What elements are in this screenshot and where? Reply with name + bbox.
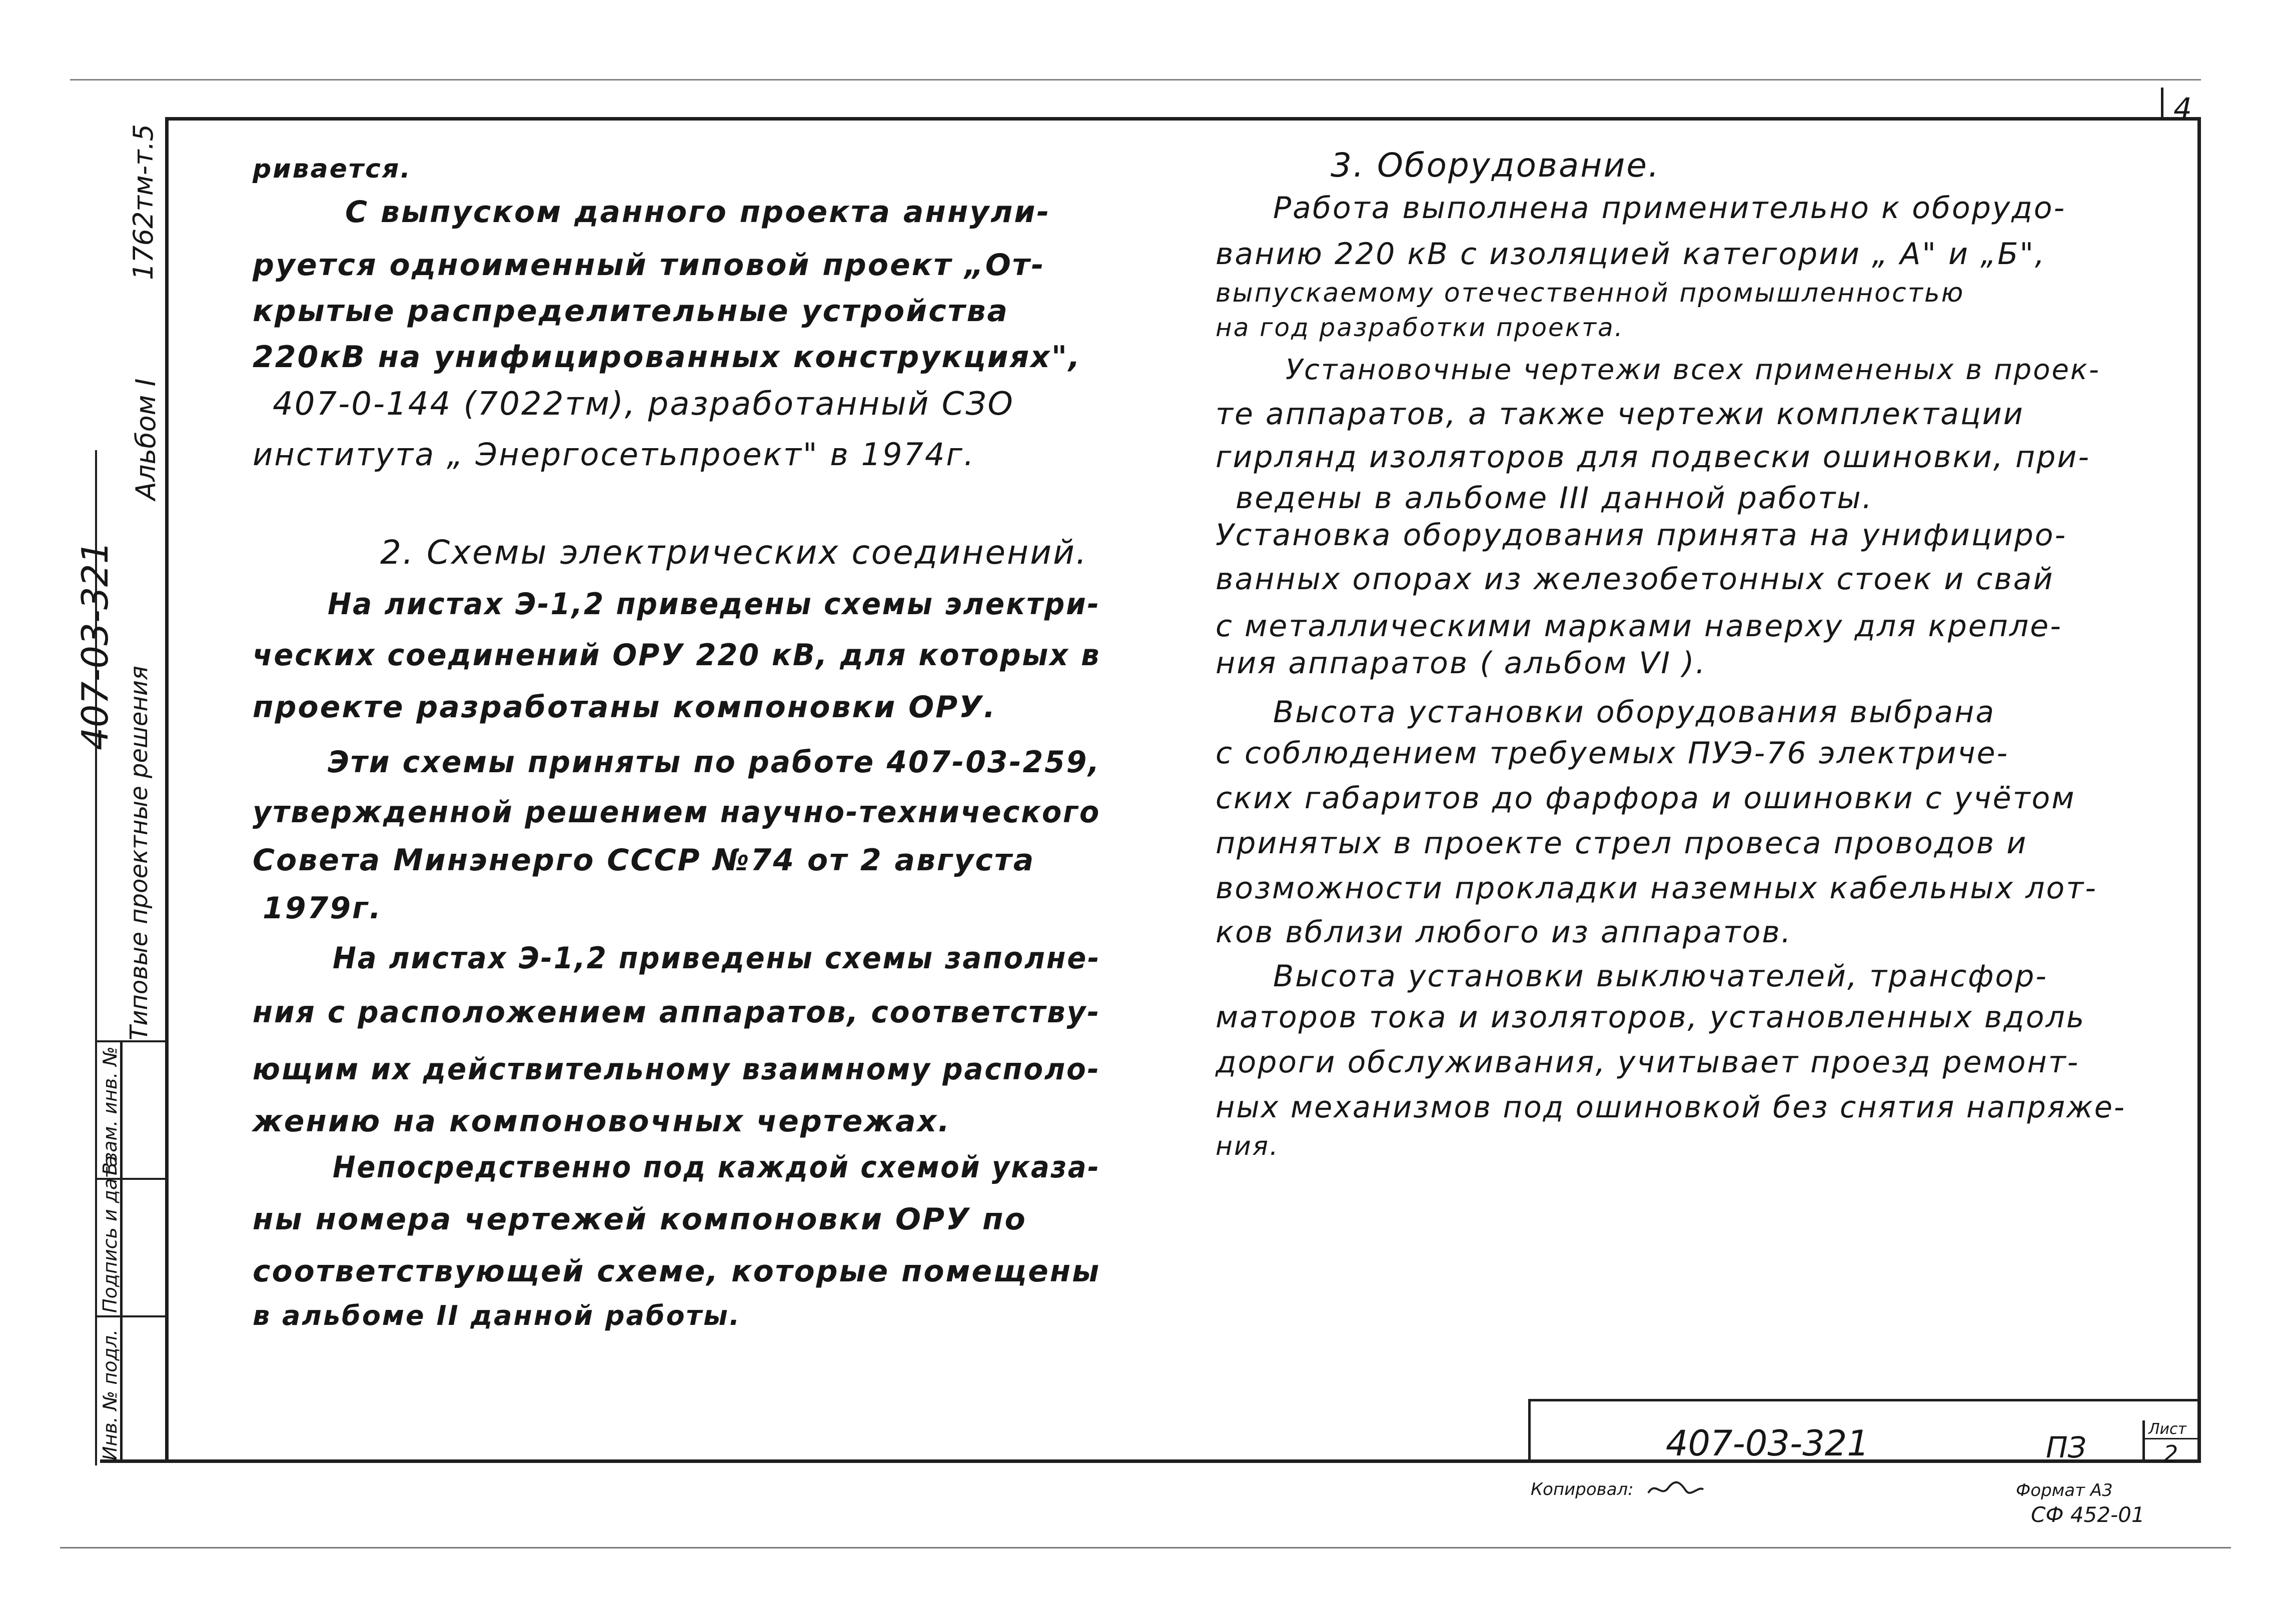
right-line-7: те аппаратов, а также чертежи комплектации <box>1216 397 2024 432</box>
right-line-16: ских габаритов до фарфора и ошиновки с учётом <box>1216 781 2076 816</box>
left-line-13: утвержденной решением научно-технического <box>253 795 1101 830</box>
frame-top-border <box>165 117 2201 121</box>
left-line-3: руется одноименный типовой проект „От- <box>253 248 1045 283</box>
left-line-14: Совета Минэнерго СССР №74 от 2 августа <box>253 843 1035 878</box>
left-line-7: института „ Энергосетьпроект" в 1974г. <box>253 436 975 473</box>
margin-code2: 1762тм-т.5 <box>128 124 159 280</box>
left-line-6: 407-0-144 (7022тм), разработанный СЗО <box>273 386 1014 423</box>
right-line-12: с металлическими марками наверху для крепле- <box>1216 609 2062 644</box>
right-line-11: ванных опорах из железобетонных стоек и свай <box>1216 562 2054 597</box>
left-line-20: Непосредственно под каждой схемой указа- <box>333 1150 1100 1185</box>
right-line-17: принятых в проекте стрел провеса проводов и <box>1216 826 2028 861</box>
left-line-15: 1979г. <box>263 891 383 926</box>
left-line-17: ния с расположением аппаратов, соответству- <box>253 995 1101 1030</box>
right-line-8: гирлянд изоляторов для подвески ошиновки, при- <box>1216 440 2091 475</box>
sheet-label: Лист <box>2148 1420 2187 1438</box>
right-line-2: Работа выполнена применительно к оборудо- <box>1273 191 2066 226</box>
corner-page-number: 4 <box>2173 92 2192 126</box>
title-block-sheet-hline <box>2142 1438 2198 1439</box>
right-line-6: Установочные чертежи всех примененых в проек- <box>1286 354 2100 386</box>
left-line-2: С выпуском данного проекта аннули- <box>345 195 1051 230</box>
left-line-12: Эти схемы приняты по работе 407-03-259, <box>328 745 1101 780</box>
margin-cell-h3 <box>95 1315 168 1317</box>
margin-cell-3: Взам. инв. № <box>99 1046 121 1175</box>
frame-bottom-border <box>100 1459 2201 1463</box>
left-line-4: крытые распределительные устройства <box>253 294 1009 329</box>
title-block-top <box>1530 1399 2200 1401</box>
bottom-edge-line <box>60 1547 2231 1548</box>
right-line-3: ванию 220 кВ с изоляцией категории „ А" и „Б", <box>1216 237 2046 272</box>
title-block-left <box>1528 1399 1531 1461</box>
right-line-4: выпускаемому отечественной промышленностью <box>1216 278 1965 308</box>
frame-right-border <box>2197 117 2201 1462</box>
margin-album: Альбом I <box>130 378 162 500</box>
margin-doc-code: 407-03-321 <box>74 541 116 750</box>
right-line-19: ков вблизи любого из аппаратов. <box>1216 915 1792 950</box>
left-line-9: На листах Э-1,2 приведены схемы электри- <box>328 587 1100 622</box>
left-heading-2: 2. Схемы электрических соединений. <box>380 533 1088 572</box>
reference-code: СФ 452-01 <box>2031 1502 2145 1527</box>
right-line-10: Установка оборудования принята на унифициро- <box>1216 518 2067 553</box>
right-heading-3: 3. Оборудование. <box>1331 146 1660 185</box>
margin-series-title: Типовые проектные решения <box>125 666 153 1040</box>
right-line-20: Высота установки выключателей, трансфор- <box>1273 959 2048 994</box>
left-line-23: в альбоме II данной работы. <box>253 1300 741 1331</box>
frame-left-border <box>165 117 169 1462</box>
right-line-24: ния. <box>1216 1131 1280 1161</box>
title-block-sheet-divider <box>2142 1420 2145 1461</box>
left-line-19: жению на компоновочных чертежах. <box>253 1104 951 1139</box>
right-line-21: маторов тока и изоляторов, установленных вдоль <box>1216 1000 2086 1035</box>
right-line-18: возможности прокладки наземных кабельных лот- <box>1216 871 2097 906</box>
right-line-9: ведены в альбоме III данной работы. <box>1236 481 1873 516</box>
right-line-23: ных механизмов под ошиновкой без снятия напряже- <box>1216 1090 2126 1125</box>
stage: ПЗ <box>2046 1430 2086 1464</box>
left-line-21: ны номера чертежей компоновки ОРУ по <box>253 1202 1027 1237</box>
left-line-10: ческих соединений ОРУ 220 кВ, для которых в <box>253 638 1101 673</box>
left-line-18: ющим их действительному взаимному располо- <box>253 1052 1100 1087</box>
copied-by: Копировал: <box>1531 1479 1634 1499</box>
format-label: Формат А3 <box>2016 1480 2113 1500</box>
right-line-13: ния аппаратов ( альбом VI ). <box>1216 646 1707 681</box>
right-line-5: на год разработки проекта. <box>1216 313 1624 342</box>
top-edge-line <box>70 79 2201 81</box>
sheet-number: 2 <box>2163 1440 2178 1467</box>
left-line-5: 220кВ на унифицированных конструкциях", <box>253 340 1081 375</box>
right-line-22: дороги обслуживания, учитывает проезд ремонт- <box>1216 1045 2080 1080</box>
left-line-16: На листах Э-1,2 приведены схемы заполне- <box>333 941 1101 976</box>
margin-cell-h1 <box>95 1040 168 1042</box>
margin-cell-1: Инв. № подл. <box>99 1329 121 1460</box>
right-line-14: Высота установки оборудования выбрана <box>1273 695 1996 730</box>
designation: 407-03-321 <box>1666 1423 1869 1464</box>
left-line-1: ривается. <box>253 154 412 184</box>
margin-cell-2: Подпись и дата <box>99 1155 121 1313</box>
left-line-11: проекте разработаны компоновки ОРУ. <box>253 690 997 725</box>
corner-box-left <box>2161 88 2163 120</box>
left-line-22: соответствующей схеме, которые помещены <box>253 1254 1101 1289</box>
right-line-15: с соблюдением требуемых ПУЭ-76 электриче- <box>1216 736 2009 771</box>
copier-signature <box>1646 1475 1706 1500</box>
